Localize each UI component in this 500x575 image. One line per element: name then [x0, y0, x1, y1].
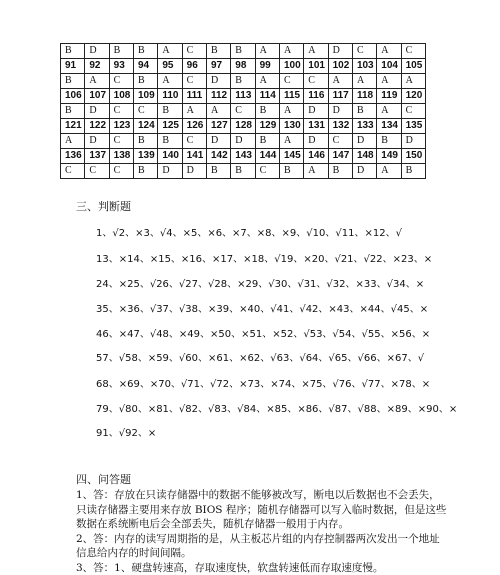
- question-number-cell: 133: [352, 119, 376, 134]
- answer-cell: A: [206, 104, 230, 119]
- answer-cell: C: [109, 164, 133, 179]
- answer-cell: B: [255, 104, 279, 119]
- answer-cell: B: [352, 104, 376, 119]
- question-number-row: [61, 119, 426, 134]
- question-number-cell: 144: [255, 149, 279, 164]
- answer-cell: C: [109, 104, 133, 119]
- question-number-cell: 139: [133, 149, 157, 164]
- answer-cell: A: [304, 44, 328, 59]
- answer-cell: C: [109, 134, 133, 149]
- question-number-cell: 129: [255, 119, 279, 134]
- question-number-cell: 130: [279, 119, 303, 134]
- judge-line: 68、×69、×70、√71、√72、×73、×74、×75、√76、√77、×78、×: [96, 379, 431, 390]
- question-number-cell: 103: [352, 59, 376, 74]
- question-number-cell: 147: [328, 149, 352, 164]
- question-number-cell: 115: [279, 89, 303, 104]
- qa-line: 1、答：存放在只读存储器中的数据不能够被改写，断电以后数据也不会丢失，: [76, 489, 440, 501]
- answer-cell: A: [158, 44, 182, 59]
- question-number-cell: 108: [109, 89, 133, 104]
- answer-cell: C: [182, 74, 206, 89]
- answer-cell: B: [61, 44, 85, 59]
- question-number-cell: 127: [206, 119, 230, 134]
- question-number-cell: 104: [377, 59, 401, 74]
- answer-cell: A: [182, 104, 206, 119]
- question-number-cell: 94: [133, 59, 157, 74]
- question-number-cell: 116: [304, 89, 328, 104]
- answer-cell: A: [377, 44, 401, 59]
- question-number-cell: 123: [109, 119, 133, 134]
- answer-cell: B: [158, 104, 182, 119]
- answer-cell: C: [401, 44, 425, 59]
- judge-line: 46、×47、√48、×49、×50、×51、×52、√53、√54、√55、×56、×: [96, 329, 431, 340]
- qa-line: 数据在系统断电后会全部丢失，随机存储器一般用于内存。: [76, 518, 349, 530]
- question-number-cell: 124: [133, 119, 157, 134]
- answer-cell: B: [133, 134, 157, 149]
- answer-cell: B: [61, 74, 85, 89]
- answer-cell: B: [231, 164, 255, 179]
- question-number-cell: 93: [109, 59, 133, 74]
- answer-cell: D: [158, 164, 182, 179]
- answer-cell: C: [109, 74, 133, 89]
- question-number-row: [61, 89, 426, 104]
- answer-cell: C: [401, 104, 425, 119]
- answer-cell: B: [109, 44, 133, 59]
- question-number-cell: 92: [85, 59, 109, 74]
- qa-section-title: 四、问答题: [76, 473, 131, 486]
- answer-cell: D: [231, 134, 255, 149]
- answer-cell: C: [182, 44, 206, 59]
- answer-cell: A: [61, 134, 85, 149]
- qa-line: 2、答：内存的读写周期指的是，从主板芯片组的内存控制器两次发出一个地址: [76, 533, 440, 545]
- answer-cell: C: [328, 134, 352, 149]
- question-number-cell: 96: [182, 59, 206, 74]
- answer-cell: C: [61, 164, 85, 179]
- answer-cell: B: [231, 44, 255, 59]
- question-number-cell: 119: [377, 89, 401, 104]
- question-number-cell: 137: [85, 149, 109, 164]
- question-number-cell: 109: [133, 89, 157, 104]
- judge-line: 1、√2、×3、√4、×5、×6、×7、×8、×9、√10、√11、×12、√: [96, 228, 402, 239]
- question-number-row: [61, 149, 426, 164]
- question-number-cell: 138: [109, 149, 133, 164]
- question-number-cell: 112: [206, 89, 230, 104]
- answer-cell: C: [352, 44, 376, 59]
- answer-cell: D: [352, 134, 376, 149]
- answer-cell: C: [231, 104, 255, 119]
- question-number-cell: 118: [352, 89, 376, 104]
- question-number-cell: 98: [231, 59, 255, 74]
- answer-cell: A: [304, 164, 328, 179]
- answer-cell: C: [85, 164, 109, 179]
- answer-cell: A: [279, 104, 303, 119]
- question-number-cell: 113: [231, 89, 255, 104]
- answer-cell: D: [85, 134, 109, 149]
- answer-row: [61, 134, 426, 149]
- question-number-cell: 149: [377, 149, 401, 164]
- question-number-cell: 106: [61, 89, 85, 104]
- question-number-cell: 100: [279, 59, 303, 74]
- question-number-cell: 121: [61, 119, 85, 134]
- question-number-cell: 141: [182, 149, 206, 164]
- judge-line: 35、×36、√37、√38、×39、×40、√41、√42、×43、×44、√45、×: [96, 304, 429, 315]
- answer-cell: A: [352, 74, 376, 89]
- answer-cell: B: [401, 164, 425, 179]
- answer-cell: A: [255, 74, 279, 89]
- answer-cell: B: [255, 134, 279, 149]
- question-number-cell: 101: [304, 59, 328, 74]
- question-number-cell: 120: [401, 89, 425, 104]
- answer-cell: A: [377, 164, 401, 179]
- answer-cell: D: [352, 164, 376, 179]
- answer-cell: B: [158, 134, 182, 149]
- answer-cell: A: [279, 44, 303, 59]
- qa-line: 3、答：1、硬盘转速高，存取速度快，软盘转速低而存取速度慢。: [76, 562, 384, 574]
- answer-row: [61, 104, 426, 119]
- answer-table: [60, 43, 426, 179]
- question-number-cell: 148: [352, 149, 376, 164]
- answer-cell: A: [85, 74, 109, 89]
- answer-cell: D: [206, 134, 230, 149]
- question-number-cell: 97: [206, 59, 230, 74]
- answer-cell: B: [206, 44, 230, 59]
- question-number-cell: 122: [85, 119, 109, 134]
- question-number-cell: 107: [85, 89, 109, 104]
- question-number-cell: 132: [328, 119, 352, 134]
- question-number-cell: 126: [182, 119, 206, 134]
- question-number-cell: 102: [328, 59, 352, 74]
- answer-cell: A: [279, 134, 303, 149]
- answer-cell: B: [377, 134, 401, 149]
- question-number-cell: 146: [304, 149, 328, 164]
- question-number-cell: 145: [279, 149, 303, 164]
- answer-cell: D: [85, 44, 109, 59]
- answer-cell: B: [231, 74, 255, 89]
- answer-cell: D: [182, 164, 206, 179]
- question-number-cell: 140: [158, 149, 182, 164]
- answer-cell: B: [61, 104, 85, 119]
- answer-cell: C: [182, 134, 206, 149]
- answer-cell: B: [328, 164, 352, 179]
- question-number-cell: 91: [61, 59, 85, 74]
- question-number-cell: 134: [377, 119, 401, 134]
- answer-cell: D: [85, 104, 109, 119]
- judge-line: 57、√58、×59、√60、×61、×62、√63、√64、√65、√66、×67、√: [96, 353, 425, 364]
- answer-cell: C: [279, 74, 303, 89]
- question-number-cell: 128: [231, 119, 255, 134]
- answer-cell: B: [206, 164, 230, 179]
- question-number-cell: 135: [401, 119, 425, 134]
- answer-cell: B: [133, 164, 157, 179]
- question-number-cell: 131: [304, 119, 328, 134]
- answer-row: [61, 164, 426, 179]
- answer-cell: C: [304, 74, 328, 89]
- question-number-cell: 95: [158, 59, 182, 74]
- answer-cell: D: [328, 44, 352, 59]
- judge-section-title: 三、判断题: [76, 200, 131, 213]
- answer-cell: A: [328, 74, 352, 89]
- answer-cell: B: [133, 44, 157, 59]
- answer-cell: B: [133, 74, 157, 89]
- answer-cell: D: [206, 74, 230, 89]
- answer-row: [61, 44, 426, 59]
- question-number-cell: 105: [401, 59, 425, 74]
- judge-line: 79、√80、×81、√82、√83、√84、×85、×86、√87、√88、×89、×90、×: [96, 404, 458, 415]
- question-number-cell: 117: [328, 89, 352, 104]
- judge-line: 24、×25、√26、√27、√28、×29、√30、√31、√32、×33、√34、×: [96, 279, 425, 290]
- judge-line: 13、×14、×15、×16、×17、×18、√19、×20、√21、√22、×23、×: [96, 254, 433, 265]
- answer-cell: C: [255, 164, 279, 179]
- question-number-cell: 110: [158, 89, 182, 104]
- judge-line: 91、√92、×: [96, 428, 157, 439]
- answer-cell: A: [401, 74, 425, 89]
- answer-cell: B: [279, 164, 303, 179]
- question-number-cell: 142: [206, 149, 230, 164]
- question-number-cell: 125: [158, 119, 182, 134]
- answer-cell: D: [304, 134, 328, 149]
- answer-cell: C: [133, 104, 157, 119]
- question-number-cell: 111: [182, 89, 206, 104]
- question-number-cell: 114: [255, 89, 279, 104]
- qa-line: 只读存储器主要用来存放 BIOS 程序；随机存储器可以写入临时数据，但是这些: [76, 504, 447, 516]
- question-number-cell: 150: [401, 149, 425, 164]
- answer-cell: A: [377, 104, 401, 119]
- answer-cell: A: [158, 74, 182, 89]
- answer-cell: D: [401, 134, 425, 149]
- question-number-cell: 143: [231, 149, 255, 164]
- answer-row: [61, 74, 426, 89]
- answer-cell: A: [255, 44, 279, 59]
- answer-cell: A: [377, 74, 401, 89]
- question-number-cell: 136: [61, 149, 85, 164]
- answer-cell: D: [328, 104, 352, 119]
- qa-line: 信息给内存的时间间隔。: [76, 547, 192, 559]
- question-number-cell: 99: [255, 59, 279, 74]
- question-number-row: [61, 59, 426, 74]
- answer-cell: D: [304, 104, 328, 119]
